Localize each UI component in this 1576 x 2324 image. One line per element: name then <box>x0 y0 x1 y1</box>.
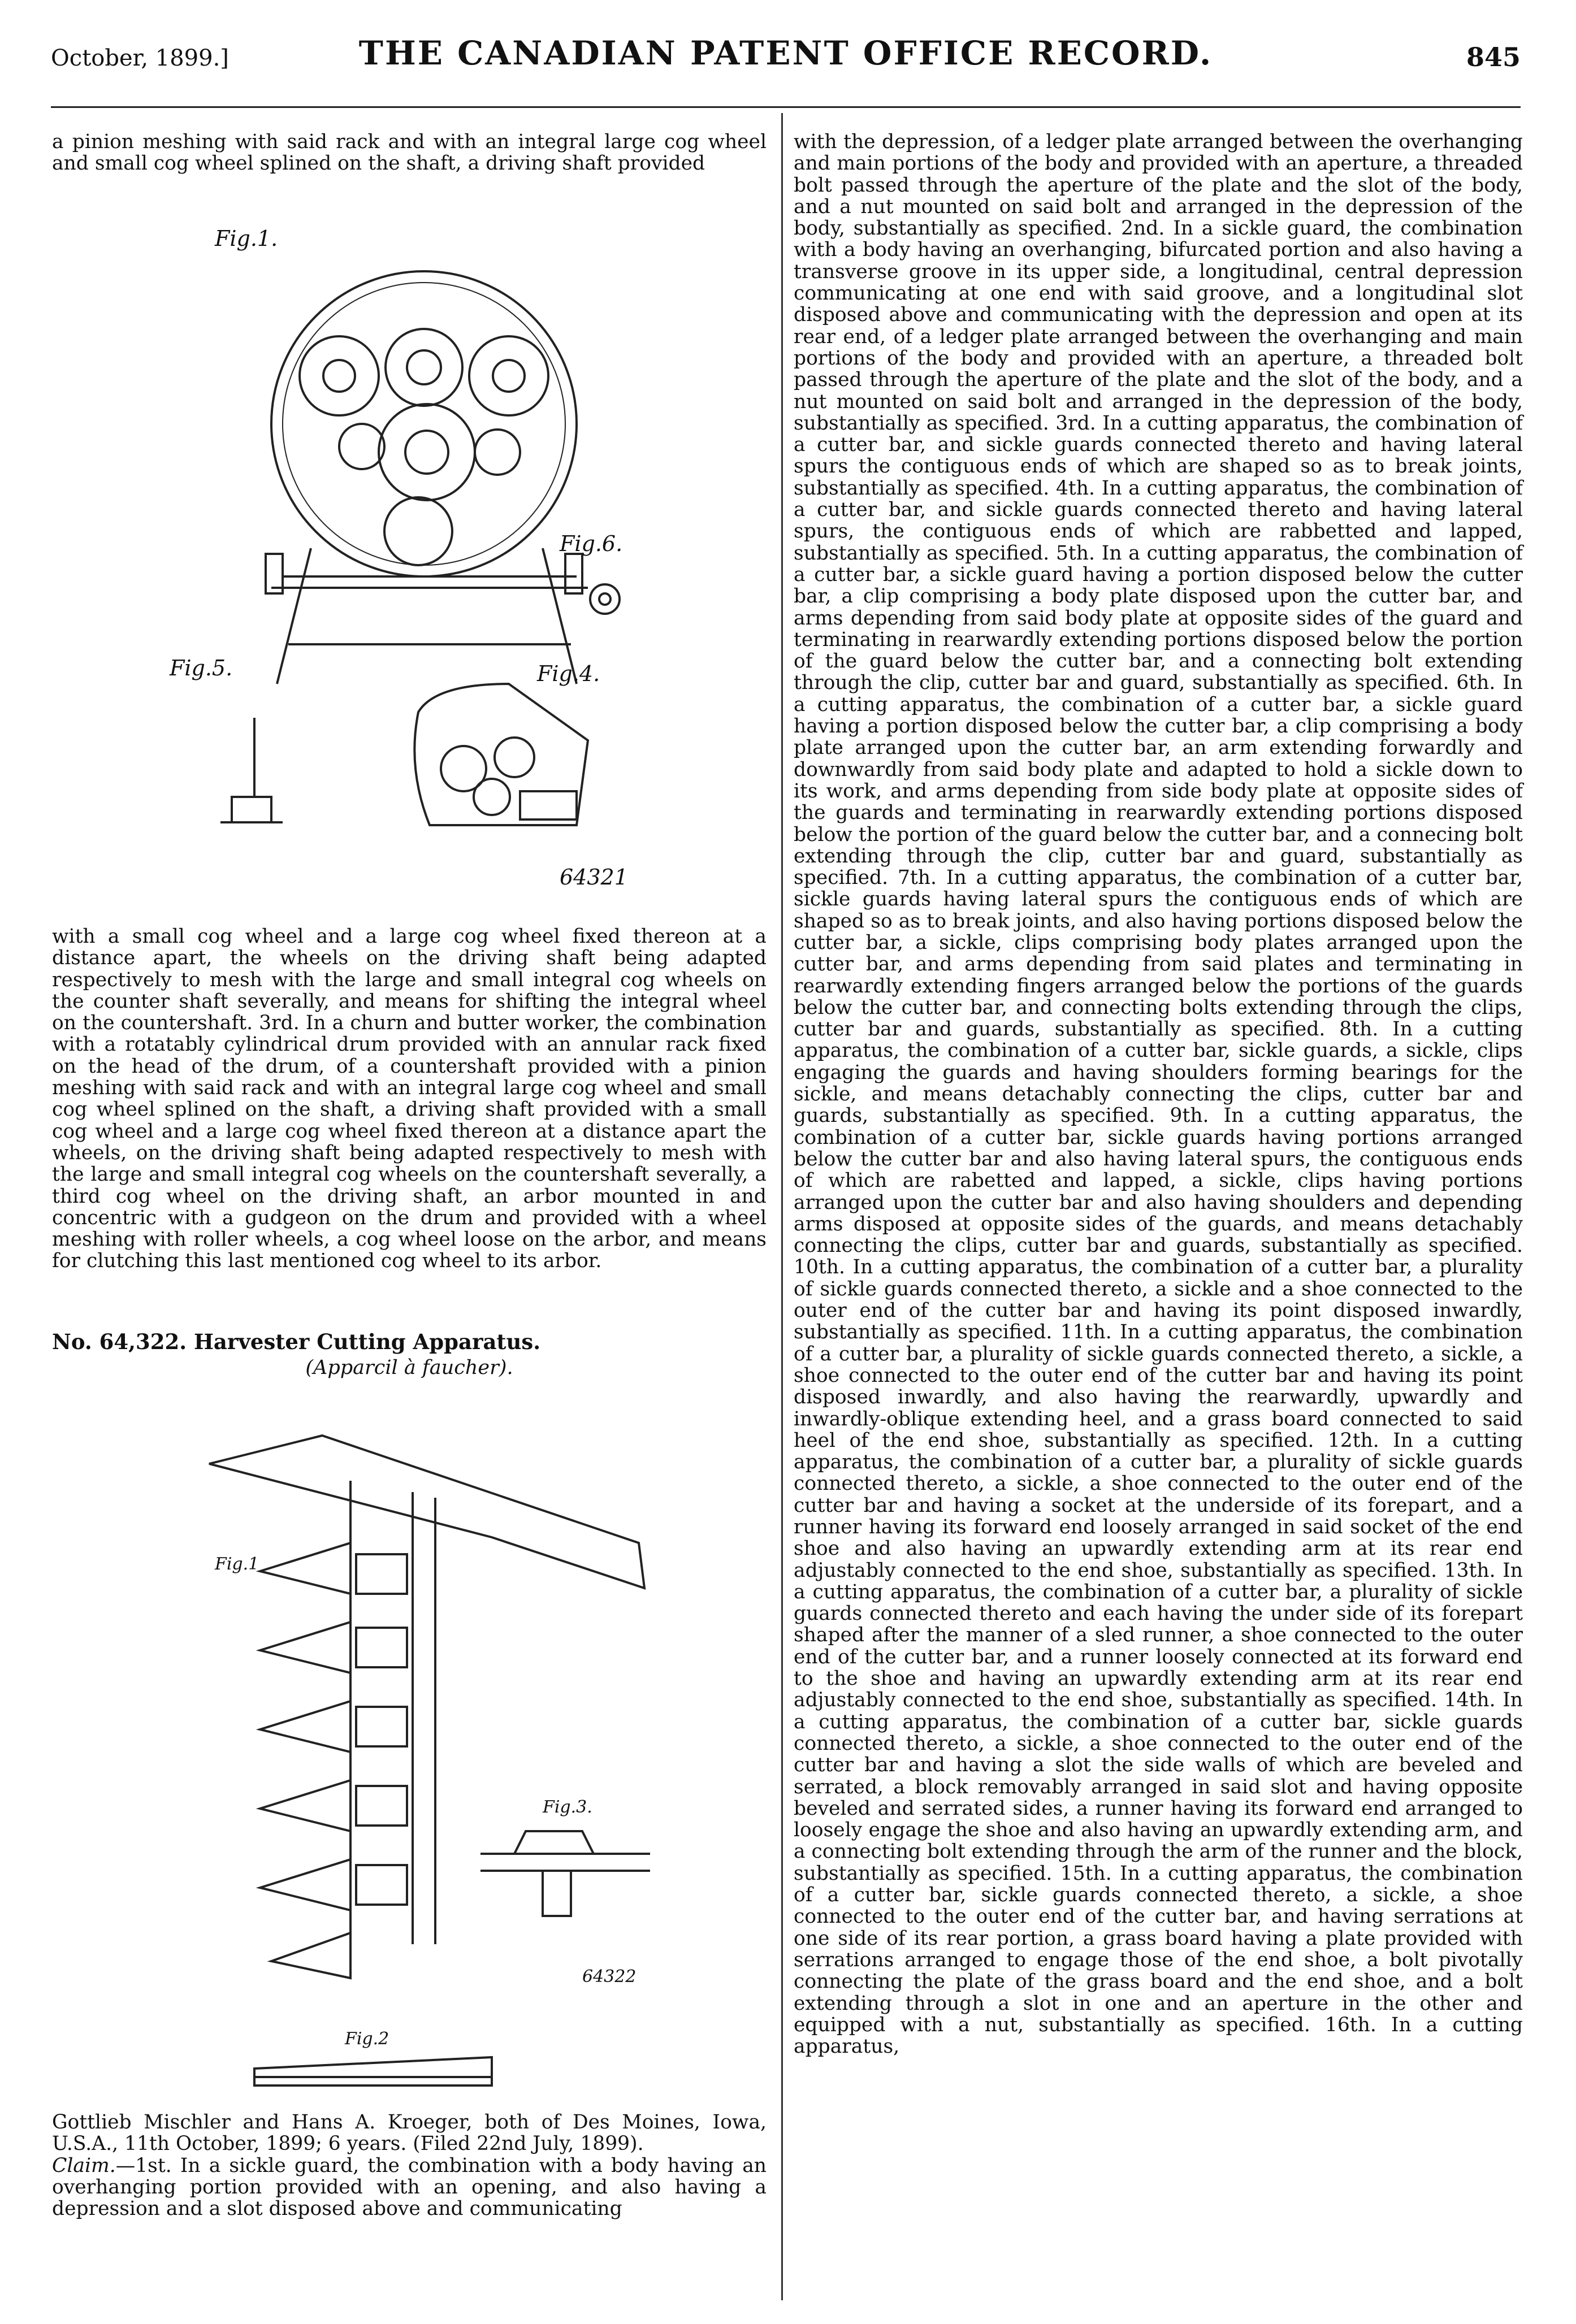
fig3-label: Fig.3. <box>543 1797 592 1817</box>
fig5-label: Fig.5. <box>170 656 233 680</box>
harvester-figure <box>175 1402 661 2102</box>
paragraph-claims-continued: with a small cog wheel and a large cog wheel fixed thereon at a distance apart, the wheels on the driving shaft being adapted respectively to mesh with the large and small integral cog wheels on the counter shaft severally, and means for shifting the integral wheel on the countershaft. 3rd. In a churn and butter worker, the combination with a rotatably cylindrical drum provided with an annular rack fixed on the head of the drum, of a countershaft provided with a pinion meshing with said rack and with an integral large cog wheel and small cog wheel splined on the shaft, a driving shaft provided with a small cog wheel and a large cog wheel fixed thereon at a distance apart the wheels, on the driving shaft being adapted respectively to mesh with the large and small integral cog wheels on the countershaft severally, a third cog wheel on the driving shaft, an arbor mounted in and concentric with a gudgeon on the drum and provided with a wheel meshing with roller wheels, a cog wheel loose on the arbor, and means for clutching this last mentioned cog wheel to its arbor. <box>52 925 767 1273</box>
fig4-label: Fig.4. <box>537 661 600 686</box>
fig1-label: Fig.1. <box>215 226 278 251</box>
patent-subheading: (Apparcil à faucher). <box>305 1356 513 1379</box>
left-column-continuation <box>52 926 767 1321</box>
header-date: October, 1899.] <box>51 45 229 71</box>
fig2-patent-number: 64322 <box>582 1967 637 1987</box>
fig1-patent-number: 64321 <box>560 865 628 890</box>
fig2-fig1-label: Fig.1 <box>215 1554 259 1574</box>
churn-drawing <box>170 215 656 910</box>
fig6-label: Fig.6. <box>560 531 623 556</box>
journal-title: THE CANADIAN PATENT OFFICE RECORD. <box>358 34 1213 72</box>
inventor-line: Gottlieb Mischler and Hans A. Kroeger, both of Des Moines, Iowa, U.S.A., 11th October, 1899; 6 years. (Filed 22nd July, 1899). <box>52 2111 767 2156</box>
patent-heading: No. 64,322. Harvester Cutting Apparatus. <box>52 1329 541 1354</box>
churn-figure <box>170 215 656 910</box>
right-column <box>794 131 1523 2301</box>
claim-text: —1st. In a sickle guard, the combination with a body having an overhanging portion provided with an opening, and also having a depression and a slot disposed above and communicating <box>52 2154 767 2221</box>
claim-label: Claim. <box>52 2154 116 2177</box>
paragraph-top: a pinion meshing with said rack and with an integral large cog wheel and small cog wheel splined on the shaft, a driving shaft provided <box>52 131 767 175</box>
claim-start <box>52 2155 767 2220</box>
column-divider <box>781 113 783 2300</box>
left-column-bottom <box>52 2111 767 2298</box>
fig2-label: Fig.2 <box>345 2029 389 2049</box>
left-column-top-text <box>52 131 767 182</box>
harvester-drawing <box>175 1402 661 2102</box>
page-number: 845 <box>1466 42 1521 72</box>
claims-text: with the depression, of a ledger plate arranged between the overhanging and main portions of the body and provided with an aperture, a threaded bolt passed through the aperture of the plate and the slot of the body, and a nut mounted on said bolt and arranged in the depression of the body, substantially as specified. 2nd. In a sickle guard, the combination with a body having an overhanging, bifurcated portion and also having a transverse groove in its upper side, a longitudinal, central depression communicating at one end with said groove, and a longitudinal slot disposed above and communicating with the depression and open at its rear end, of a ledger plate arranged between the overhanging and main portions of the body and provided with an aperture, a threaded bolt passed through the aperture of the plate and the slot of the body, and a nut mounted on said bolt and arranged in the depression of the body, substantially as specified. 3rd. In a cutting apparatus, the combination of a cutter bar, and sickle guards connected thereto and having lateral spurs the contiguous ends of which are shaped so as to break joints, substantially as specified. 4th. In a cutting apparatus, the combination of a cutter bar, and sickle guards connected thereto and having lateral spurs, the contiguous ends of which are rabbetted and lapped, substantially as specified. 5th. In a cutting apparatus, the combination of a cutter bar, a sickle guard having a portion disposed below the cutter bar, a clip comprising a body plate disposed upon the cutter bar, and arms depending from said body plate at opposite sides of the guard and terminating in rearwardly extending portions disposed below the portion of the guard below the cutter bar, and a connecting bolt extending through the clip, cutter bar and guard, substantially as specified. 6th. In a cutting apparatus, the combination of a cutter bar, a sickle guard having a portion disposed below the cutter bar, a clip comprising a body plate arranged upon the cutter bar, an arm extending forwardly and downwardly from said body plate and adapted to hold a sickle down to its work, and arms depending from side body plate at opposite sides of the guards and terminating in rearwardly extending portions disposed below the portion of the guard below the cutter bar, and a connecing bolt extending through the clip, cutter bar and guard, substantially as specified. 7th. In a cutting apparatus, the combination of a cutter bar, sickle guards having lateral spurs the contiguous ends of which are shaped so as to break joints, and also having portions disposed below the cutter bar, a sickle, clips comprising body plates arranged upon the cutter bar, and arms depending from said plates and terminating in rearwardly extending fingers arranged below the portions of the guards below the cutter bar, and connecting bolts extending through the clips, cutter bar and guards, substantially as specified. 8th. In a cutting apparatus, the combination of a cutter bar, sickle guards, a sickle, clips engaging the guards and having shoulders forming bearings for the sickle, and means detachably connecting the clips, cutter bar and guards, substantially as specified. 9th. In a cutting apparatus, the combination of a cutter bar, sickle guards having portions arranged below the cutter bar and also having lateral spurs, the contiguous ends of which are rabetted and lapped, a sickle, clips having portions arranged upon the cutter bar and also having shoulders and depending arms disposed at opposite sides of the guards, and means detachably connecting the clips, cutter bar and guards, substantially as specified. 10th. In a cutting apparatus, the combination of a cutter bar, a plurality of sickle guards connected thereto, a sickle and a shoe connected to the outer end of the cutter bar and having its point disposed inwardly, substantially as specified. 11th. In a cutting apparatus, the combination of a cutter bar, a plurality of sickle guards connected thereto, a sickle, a shoe connected to the outer end of the cutter bar and having its point disposed inwardly, and also having the rearwardly, upwardly and inwardly-oblique extending heel, and a grass board connected to said heel of the end shoe, substantially as specified. 12th. In a cutting apparatus, the combination of a cutter bar, a plurality of sickle guards connected thereto, a sickle, a shoe connected to the outer end of the cutter bar and having a socket at the underside of its forepart, and a runner having its forward end loosely arranged in said socket of the end shoe and also having an upwardly extending arm at its rear end adjustably connected to the end shoe, substantially as specified. 13th. In a cutting apparatus, the combination of a cutter bar, a plurality of sickle guards connected thereto and each having the under side of its forepart shaped after the manner of a sled runner, a shoe connected to the outer end of the cutter bar, and a runner loosely connected at its forward end to the shoe and having an upwardly extending arm at its rear end adjustably connected to the end shoe, substantially as specified. 14th. In a cutting apparatus, the combination of a cutter bar, sickle guards connected thereto, a sickle, a shoe connected to the outer end of the cutter bar and having a slot the side walls of which are beveled and serrated, a block removably arranged in said slot and having opposite beveled and serrated sides, a runner having its forward end arranged to loosely engage the shoe and also having an upwardly extending arm, and a connecting bolt extending through the arm of the runner and the block, substantially as specified. 15th. In a cutting apparatus, the combination of a cutter bar, sickle guards connected thereto, a sickle, a shoe connected to the outer end of the cutter bar, and having serrations at one side of its rear portion, a grass board having a plate provided with serrations arranged to engage those of the end shoe, a bolt pivotally connecting the plate of the grass board and the end shoe, and a bolt extending through a slot in one and an aperture in the other and equipped with a nut, substantially as specified. 16th. In a cutting apparatus, <box>794 131 1523 2058</box>
page-header <box>51 34 1521 85</box>
header-rule <box>51 106 1521 108</box>
